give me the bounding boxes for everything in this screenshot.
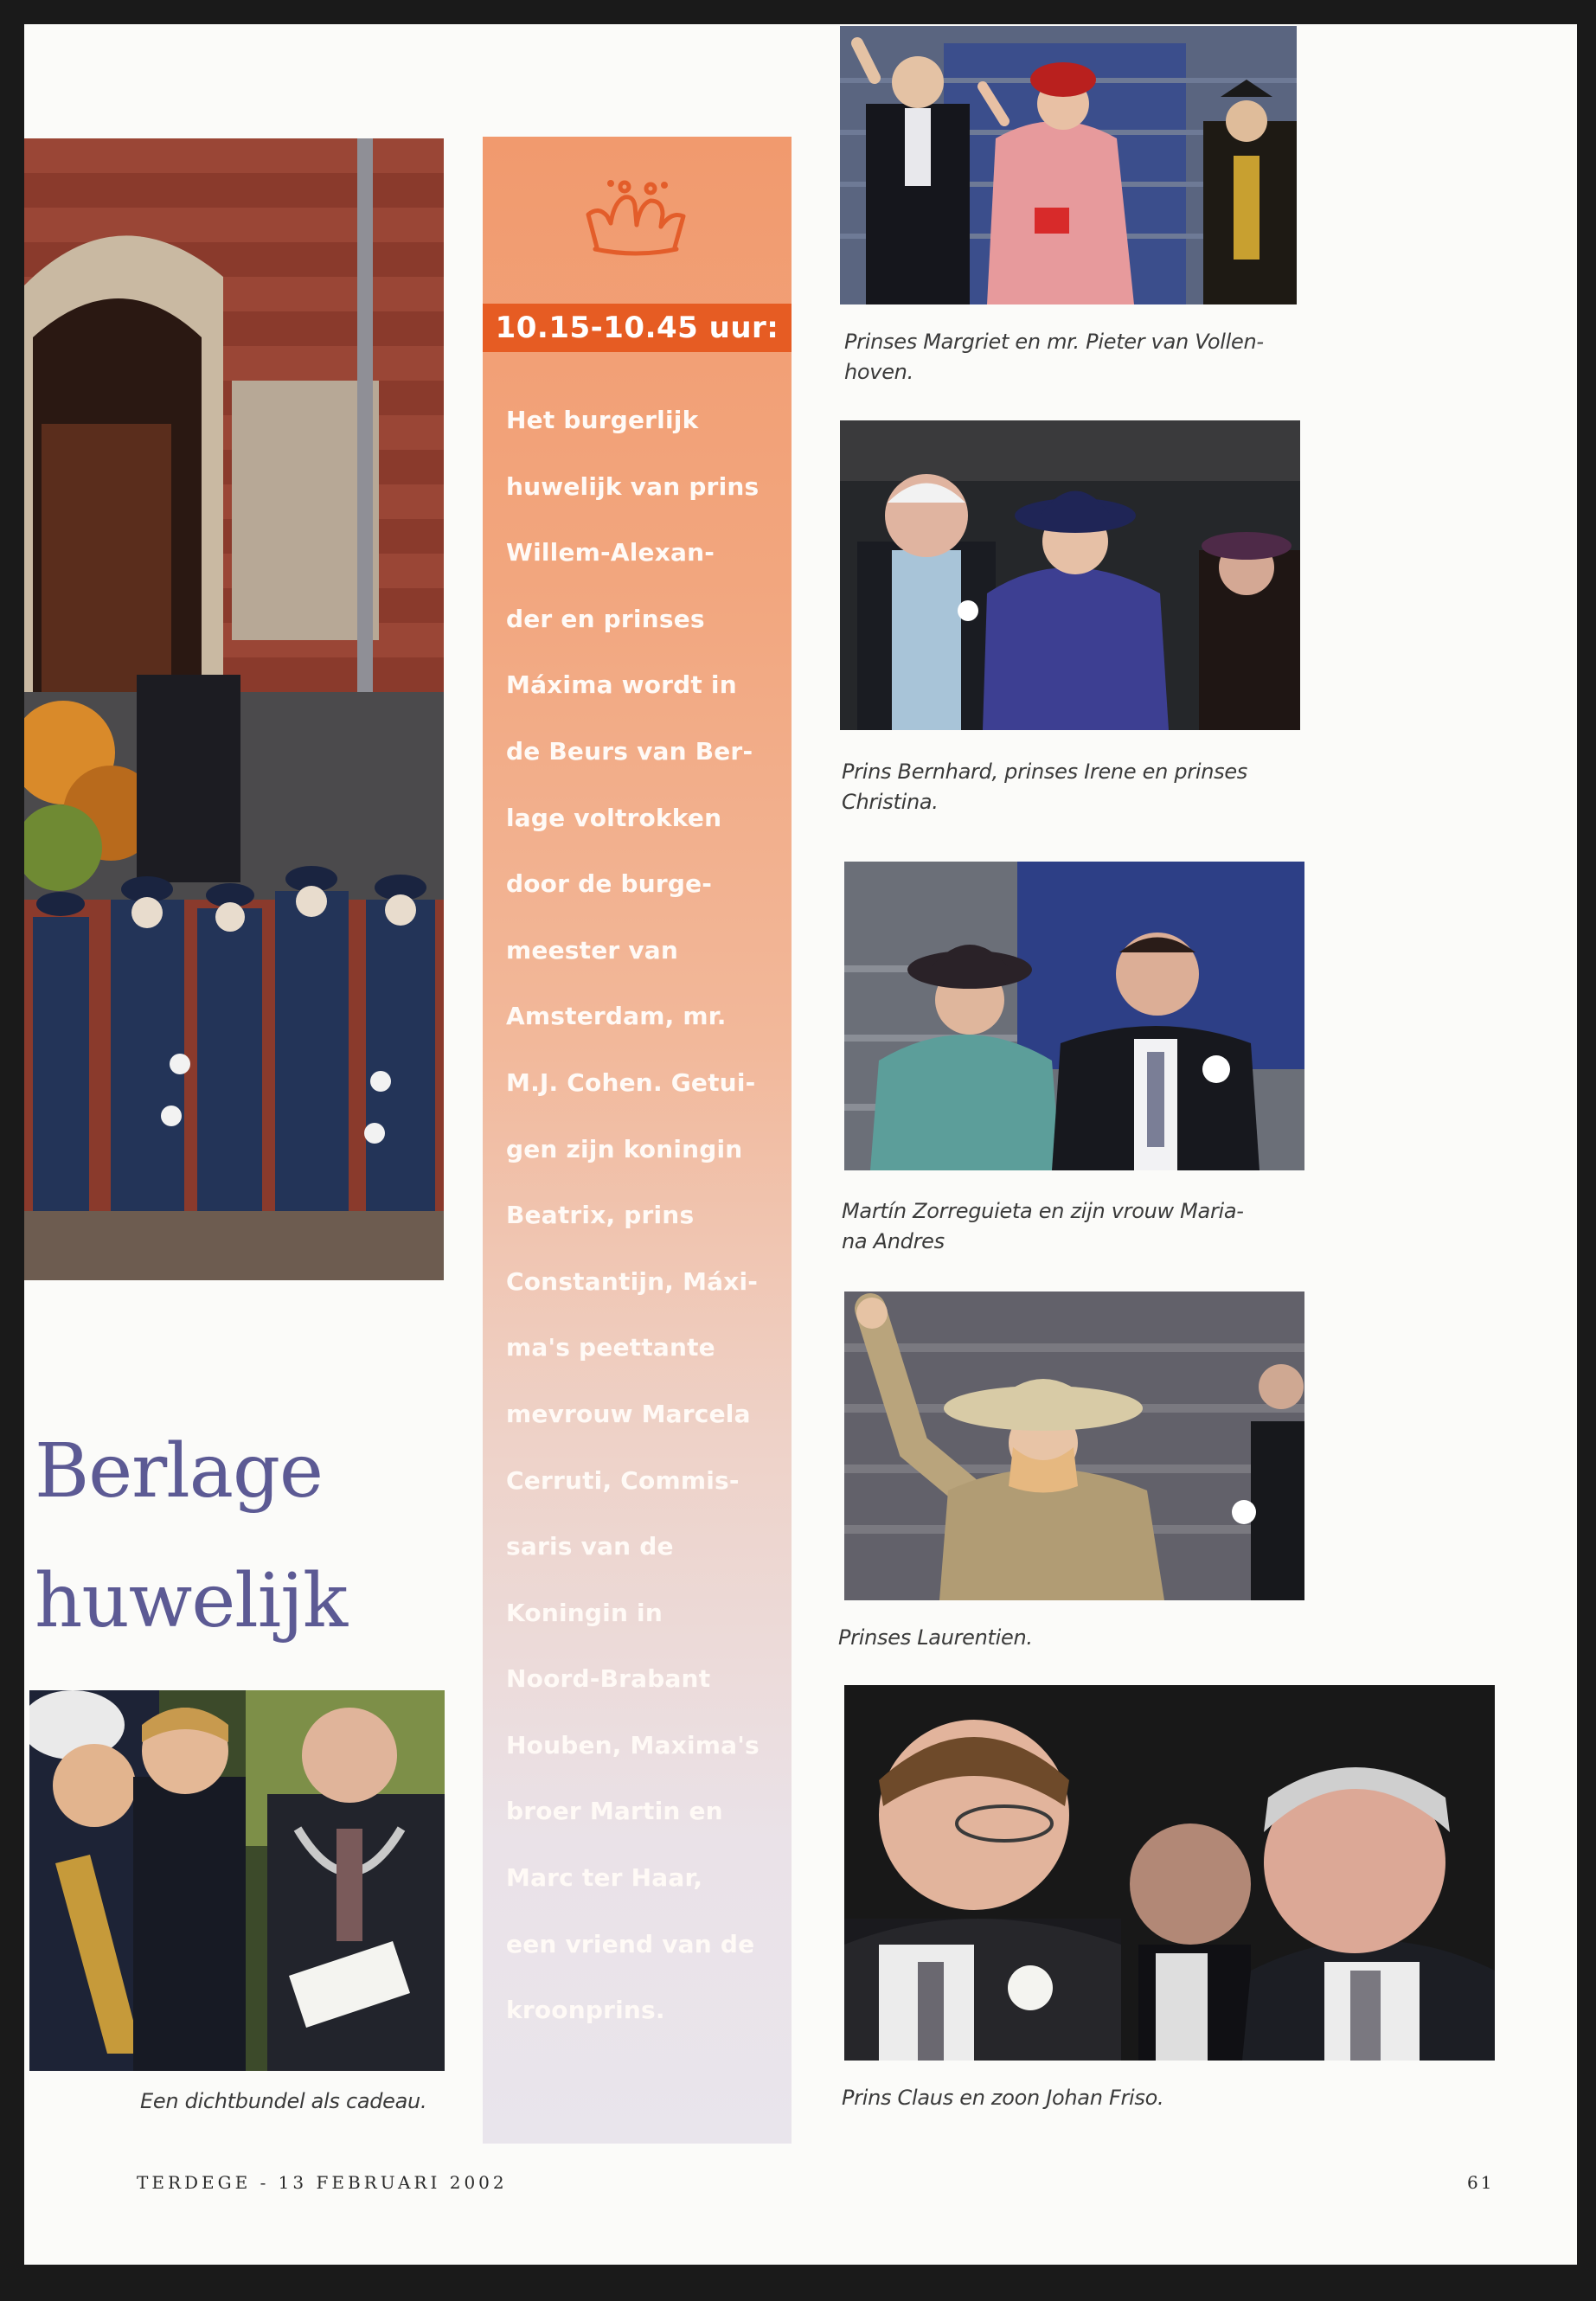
headline <box>35 1407 502 1666</box>
time-label: 10.15-10.45 uur: <box>483 304 792 352</box>
photo-poetry-bundle <box>29 1690 445 2071</box>
caption-laurentien: Prinses Laurentien. <box>838 1625 1033 1650</box>
sidebar-text-line: een vriend van de <box>506 1929 755 1958</box>
page-number: 61 <box>1467 2172 1495 2193</box>
photo-bernhard <box>840 420 1300 730</box>
sidebar-text-line: Willem-Alexan- <box>506 538 715 567</box>
caption-zorreguieta-line-2: na Andres <box>842 1229 945 1253</box>
sidebar-text-line: door de burge- <box>506 869 713 899</box>
sidebar-text-line: Het burgerlijk <box>506 406 699 434</box>
photo-honor-guard <box>24 138 444 1280</box>
caption-margriet-line-2: hoven. <box>844 360 913 384</box>
caption-poetry-bundle: Een dichtbundel als cadeau. <box>140 2089 427 2113</box>
sidebar-body-text <box>506 388 783 2044</box>
photo-margriet <box>840 26 1297 304</box>
sidebar-text-line: saris van de <box>506 1532 674 1561</box>
sidebar-text-line: lage voltrokken <box>506 803 722 832</box>
headline-line-2: huwelijk <box>35 1558 348 1644</box>
caption-zorreguieta-line-1: Martín Zorreguieta en zijn vrouw Maria- <box>842 1199 1244 1223</box>
sidebar-text-line: meester van <box>506 935 679 965</box>
sidebar-text-line: broer Martin en <box>506 1797 723 1826</box>
caption-margriet-line-1: Prinses Margriet en mr. Pieter van Vollen- <box>844 330 1264 354</box>
photo-zorreguieta <box>844 862 1304 1170</box>
sidebar-text-line: de Beurs van Ber- <box>506 736 753 766</box>
headline-line-1: Berlage <box>35 1428 323 1515</box>
sidebar-text-line: Noord-Brabant <box>506 1664 711 1694</box>
sidebar-text-line: ma's peettante <box>506 1333 715 1362</box>
sidebar-text-line: mevrouw Marcela <box>506 1399 751 1428</box>
sidebar-text-line: kroonprins. <box>506 1996 665 2025</box>
sidebar-text-line: Amsterdam, mr. <box>506 1002 727 1031</box>
caption-bernhard-line-2: Christina. <box>842 790 939 814</box>
caption-claus-friso: Prins Claus en zoon Johan Friso. <box>842 2086 1164 2110</box>
sidebar-text-line: Beatrix, prins <box>506 1201 695 1230</box>
sidebar-text-line: Houben, Maxima's <box>506 1730 760 1759</box>
photo-laurentien <box>844 1292 1304 1600</box>
sidebar-text-line: Koningin in <box>506 1598 663 1627</box>
sidebar-text-line: der en prinses <box>506 604 705 633</box>
info-sidebar <box>483 137 792 2144</box>
magazine-page <box>24 24 1577 2265</box>
sidebar-text-line: M.J. Cohen. Getui- <box>506 1067 756 1097</box>
sidebar-text-line: Cerruti, Commis- <box>506 1465 740 1495</box>
sidebar-text-line: Constantijn, Máxi- <box>506 1266 759 1296</box>
sidebar-text-line: huwelijk van prins <box>506 471 760 501</box>
crown-icon <box>580 171 692 266</box>
caption-bernhard-line-1: Prins Bernhard, prinses Irene en prinses <box>842 760 1247 784</box>
sidebar-text-line: Máxima wordt in <box>506 670 737 700</box>
footer-publication: TERDEGE - 13 FEBRUARI 2002 <box>137 2172 508 2193</box>
sidebar-text-line: gen zijn koningin <box>506 1134 743 1163</box>
photo-claus-friso <box>844 1685 1495 2061</box>
sidebar-text-line: Marc ter Haar, <box>506 1863 703 1893</box>
